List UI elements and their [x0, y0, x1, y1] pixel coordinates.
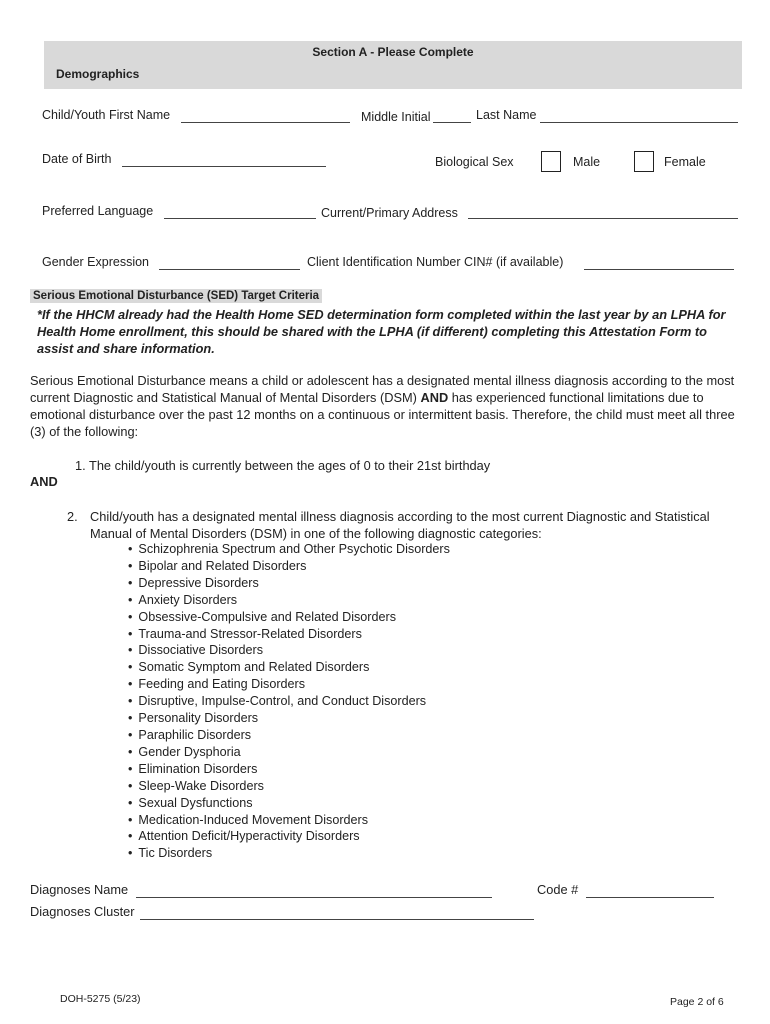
male-checkbox[interactable] — [541, 151, 561, 172]
first-name-label: Child/Youth First Name — [42, 108, 171, 122]
list-item: • Bipolar and Related Disorders — [128, 558, 450, 575]
cin-field[interactable] — [584, 253, 734, 270]
dob-label: Date of Birth — [42, 152, 112, 166]
list-item: • Medication-Induced Movement Disorders — [128, 812, 450, 829]
language-label: Preferred Language — [42, 204, 154, 218]
diagnostic-categories — [128, 541, 450, 862]
list-item: • Anxiety Disorders — [128, 592, 450, 609]
cin-label: Client Identification Number CIN# (if available) — [307, 255, 564, 269]
list-item: • Schizophrenia Spectrum and Other Psychotic Disorders — [128, 541, 450, 558]
list-item: • Sleep-Wake Disorders — [128, 778, 450, 795]
code-field[interactable] — [586, 881, 714, 898]
list-item: • Disruptive, Impulse-Control, and Conduct Disorders — [128, 693, 450, 710]
code-label: Code # — [537, 882, 579, 897]
list-item: • Trauma-and Stressor-Related Disorders — [128, 626, 450, 643]
sed-definition-b: has experienced functional limitations due to emotional disturbance over the past 12 months on a continuous or intermittent basis. Therefore, the child must meet all three (3) of the following: — [30, 390, 735, 439]
section-a-header — [44, 41, 742, 89]
diagnoses-name-label: Diagnoses Name — [30, 882, 129, 897]
dob-field[interactable] — [122, 150, 326, 167]
male-label: Male — [573, 155, 601, 169]
hhcm-note: *If the HHCM already had the Health Home SED determination form completed within the last year by an LPHA for Health Home enrollment, this should be shared with the LPHA (if different) completing this Attestation Form to assist and share information. — [37, 307, 726, 356]
last-name-label: Last Name — [476, 108, 537, 122]
language-field[interactable] — [164, 202, 316, 219]
sed-heading: Serious Emotional Disturbance (SED) Target Criteria — [30, 289, 322, 303]
last-name-field[interactable] — [540, 106, 738, 123]
criterion-1: 1. The child/youth is currently between the ages of 0 to their 21st birthday — [75, 458, 491, 473]
list-item: • Feeding and Eating Disorders — [128, 676, 450, 693]
list-item: • Personality Disorders — [128, 710, 450, 727]
sed-definition-and: AND — [420, 390, 449, 405]
section-title: Section A - Please Complete — [312, 45, 474, 59]
and-label: AND — [30, 474, 58, 489]
list-item: • Paraphilic Disorders — [128, 727, 450, 744]
bio-sex-label: Biological Sex — [435, 155, 514, 169]
female-label: Female — [664, 155, 706, 169]
list-item: • Dissociative Disorders — [128, 642, 450, 659]
list-item: • Sexual Dysfunctions — [128, 795, 450, 812]
address-label: Current/Primary Address — [321, 206, 458, 220]
female-checkbox[interactable] — [634, 151, 654, 172]
list-item: • Gender Dysphoria — [128, 744, 450, 761]
list-item: • Attention Deficit/Hyperactivity Disorders — [128, 828, 450, 845]
criterion-2-number: 2. — [67, 509, 78, 524]
list-item: • Depressive Disorders — [128, 575, 450, 592]
form-id: DOH-5275 (5/23) — [60, 993, 141, 1005]
first-name-field[interactable] — [181, 106, 350, 123]
sed-definition — [30, 372, 742, 440]
diagnoses-cluster-label: Diagnoses Cluster — [30, 904, 135, 919]
list-item: • Obsessive-Compulsive and Related Disorders — [128, 609, 450, 626]
section-subtitle: Demographics — [56, 67, 140, 81]
list-item: • Somatic Symptom and Related Disorders — [128, 659, 450, 676]
middle-initial-field[interactable] — [433, 106, 471, 123]
gender-expression-field[interactable] — [159, 253, 300, 270]
diagnoses-name-field[interactable] — [136, 881, 492, 898]
diagnoses-cluster-field[interactable] — [140, 903, 534, 920]
sed-definition-a: Serious Emotional Disturbance means a child or adolescent has a designated mental illness diagnosis according to the most current Diagnostic and Statistical Manual of Mental Disorders (DSM) — [30, 373, 735, 405]
list-item: • Elimination Disorders — [128, 761, 450, 778]
page-number: Page 2 of 6 — [670, 996, 724, 1008]
criterion-2-text: Child/youth has a designated mental illness diagnosis according to the most current Diagnostic and Statistical Manual of Mental Disorders (DSM) in one of the following diagnostic categories: — [90, 509, 710, 541]
list-item: • Tic Disorders — [128, 845, 450, 862]
middle-initial-label: Middle Initial — [361, 110, 431, 124]
address-field[interactable] — [468, 202, 738, 219]
gender-expression-label: Gender Expression — [42, 255, 150, 269]
